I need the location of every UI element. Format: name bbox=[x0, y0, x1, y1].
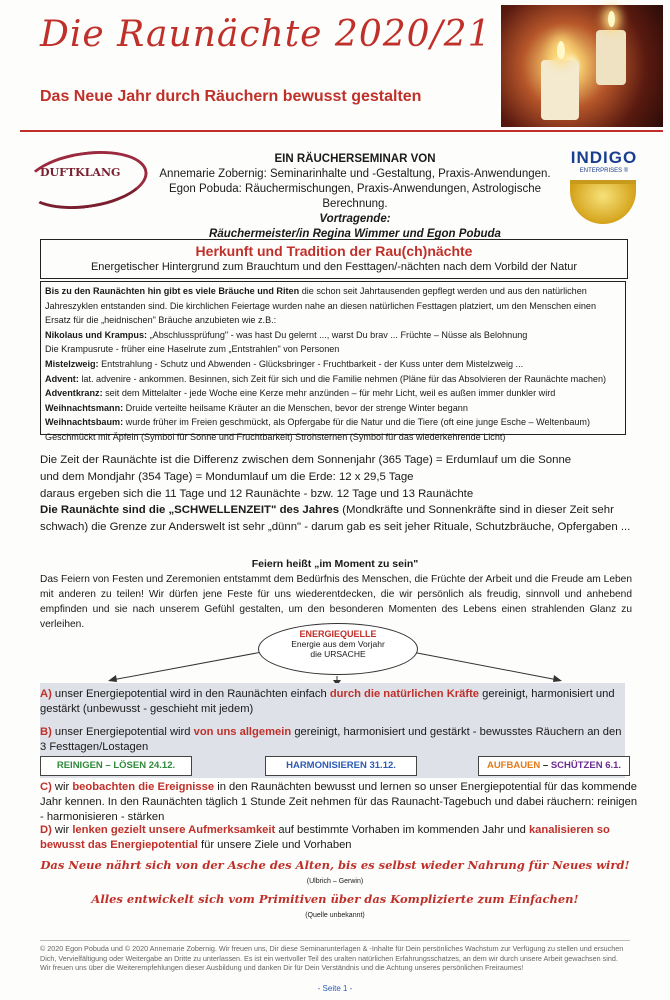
feiern-heading: Feiern heißt „im Moment zu sein" bbox=[251, 558, 419, 570]
seminar-info bbox=[150, 152, 560, 242]
quote-2: Alles entwickelt sich vom Primitiven über das Komplizierte zum Einfachen! bbox=[91, 892, 579, 906]
energiequelle-ellipse bbox=[258, 623, 418, 675]
braeuche-item: Nikolaus und Krampus: „Abschlussprüfung" - was hast Du gelernt ..., warst Du brav ... Früchte – Nüsse als Belohnung bbox=[45, 329, 528, 340]
braeuche-item: Geschmückt mit Äpfeln (Symbol für Sonne und Fruchtbarkeit) Strohsternen (Symbol für das wiederkehrende Licht) bbox=[45, 431, 506, 442]
duftklang-logo: DUFTKLANG bbox=[24, 152, 142, 202]
zeit-line: Die Zeit der Raunächte ist die Differenz zwischen dem Sonnenjahr (365 Tage) = Erdumlauf um die Sonne bbox=[40, 454, 572, 466]
quote-1: Das Neue nährt sich von der Asche des Alten, bis es selbst wieder Nahrung für Neues wird! bbox=[40, 858, 630, 872]
pill-reinigen: REINIGEN – LÖSEN 24.12. bbox=[40, 756, 192, 776]
herkunft-title: Herkunft und Tradition der Rau(ch)nächte bbox=[195, 243, 473, 259]
braeuche-item: Die Krampusrute - früher eine Haselrute zum „Entstrahlen" von Personen bbox=[45, 344, 340, 355]
raunacht-zeit bbox=[40, 452, 640, 536]
zeit-line: und dem Mondjahr (354 Tage) = Mondumlauf um die Erde: 12 x 29,5 Tage bbox=[40, 470, 414, 483]
list-item-c: C) wir beobachten die Ereignisse in den Raunächten bewusst und lernen so unser Energiepotential für das kommende Jahr kennen. In den Raunächten täglich 1 Stunde Zeit nehmen für das Raunacht-Tagebuch und dabei räuchern: reinigen - harmonisieren - stärken bbox=[40, 781, 638, 823]
quote-2-source: (Quelle unbekannt) bbox=[305, 912, 365, 919]
braeuche-item: Weihnachtsmann: Druide verteilte heilsame Kräuter an die Menschen, bevor der strenge Winter begann bbox=[45, 402, 468, 413]
energiequelle-title: ENERGIEQUELLE bbox=[299, 629, 377, 639]
pill-harmonisieren: HARMONISIEREN 31.12. bbox=[265, 756, 417, 776]
list-item-a: A) unser Energiepotential wird in den Raunächten einfach durch die natürlichen Kräfte gereinigt, harmonisiert und gestärkt (unbewusst - geschieht mit jedem) bbox=[40, 688, 615, 715]
seminar-heading: EIN RÄUCHERSEMINAR VON bbox=[274, 153, 436, 165]
braeuche-item: Mistelzweig: Entstrahlung - Schutz und Abwenden - Glücksbringer - Fruchtbarkeit - der Kuss unter dem Mistelzweig ... bbox=[45, 358, 524, 369]
vortragende-names: Räuchermeister/in Regina Wimmer und Egon Pobuda bbox=[209, 228, 501, 240]
zeit-line: Die Raunächte sind die „SCHWELLENZEIT" des Jahres (Mondkräfte und Sonnenkräfte sind in dieser Zeit sehr schwach) die Grenze zur Anderswelt ist sehr „dünn" - darum gab es seit jeher Rituale, Schutzbräuche, Opfergaben ... bbox=[40, 504, 631, 534]
herkunft-subtitle: Energetischer Hintergrund zum Brauchtum und den Festtagen/-nächten nach dem Vorbild der Natur bbox=[90, 261, 578, 273]
energiequelle-line: Energie aus dem Vorjahr bbox=[291, 639, 385, 649]
candle-photo bbox=[501, 5, 663, 127]
page-subtitle: Das Neue Jahr durch Räuchern bewusst gestalten bbox=[40, 88, 422, 105]
page-title: Die Raunächte 2020/21 bbox=[40, 14, 492, 55]
herkunft-box bbox=[40, 239, 628, 279]
pill-aufbauen: AUFBAUEN – SCHÜTZEN 6.1. bbox=[478, 756, 630, 776]
feiern-text: Das Feiern von Festen und Zeremonien entstammt dem Bedürfnis des Menschen, die Früchte der Arbeit und die Freude am Leben mit anderen zu teilen! Wir dürfen jene Feste für uns wiederentdecken, die wir persönlich als freudig, sinnvoll und anhebend empfinden und sie nach unserem Gefühl gestalten, um den besonderen Momenten des Lebens einen strahlenden Glanz zu verleihen. bbox=[40, 574, 632, 630]
quote-1-source: (Ulbrich – Gerwin) bbox=[306, 878, 364, 885]
braeuche-item: Adventkranz: seit dem Mittelalter - jede Woche eine Kerze mehr anzünden – für mehr Licht, weil es außen immer dunkler wird bbox=[45, 388, 556, 399]
energiequelle-line: die URSACHE bbox=[310, 649, 366, 659]
indigo-logo: INDIGO ENTERPRISES ® bbox=[558, 148, 650, 230]
copyright-footer: © 2020 Egon Pobuda und © 2020 Annemarie Zobernig. Wir freuen uns, Dir diese Seminarunterlagen & -Inhalte für Dein persönliches Wachstum zur Verfügung zu stellen und ersuchen Dich, Vervielfältigung oder Weitergabe an Dritte zu unterlassen. Es ist ein wertvoller Teil des uralten natürlichen Erfahrungsschatzes, an dem wir durch unsere Arbeit gewachsen sind. Wir freuen uns über die Weiterempfehlungen dieser Ausbildung und danken Dir für Dein Verständnis und die Achtung unseres persönlichen Freiraumes! bbox=[40, 940, 630, 973]
braeuche-intro: Bis zu den Raunächten hin gibt es viele Bräuche und Riten die schon seit Jahrtausenden gepflegt werden und aus den natürlichen Jahreszyklen entstanden sind. Die kirchlichen Feiertage wurden nahe an diesen natürlichen Festtagen platziert, um den Menschen einen Ersatz für die „heidnischen" Bräuche anzubieten wie z.B.: bbox=[45, 286, 597, 326]
zeit-line: daraus ergeben sich die 11 Tage und 12 Raunächte - bzw. 12 Tage und 13 Raunächte bbox=[40, 487, 474, 500]
braeuche-item: Advent: lat. advenire - ankommen. Besinnen, sich Zeit für sich und die Familie nehmen (Pläne für das Absolvieren der Raunächte machen) bbox=[45, 373, 607, 384]
seminar-line: Annemarie Zobernig: Seminarinhalte und -Gestaltung, Praxis-Anwendungen. bbox=[159, 168, 551, 180]
vortragende-label: Vortragende: bbox=[319, 213, 391, 225]
braeuche-item: Weihnachtsbaum: wurde früher im Freien geschmückt, als Opfergabe für die Natur und die Tiere (oft eine junge Esche – Weltenbaum) bbox=[45, 417, 591, 428]
header-divider bbox=[20, 130, 663, 132]
seminar-line: Egon Pobuda: Räuchermischungen, Praxis-Anwendungen, Astrologische Berechnung. bbox=[168, 183, 542, 210]
page-number: - Seite 1 - bbox=[317, 984, 353, 993]
braeuche-box bbox=[40, 281, 626, 442]
list-item-d: D) wir lenken gezielt unsere Aufmerksamkeit auf bestimmte Vorhaben im kommenden Jahr und kanalisieren so bewusst das Energiepotential für unsere Ziele und Vorhaben bbox=[40, 824, 610, 851]
list-item-b: B) unser Energiepotential wird von uns allgemein gereinigt, harmonisiert und gestärkt - bewusstes Räuchern an den 3 Festtagen/Lostagen bbox=[40, 726, 622, 753]
